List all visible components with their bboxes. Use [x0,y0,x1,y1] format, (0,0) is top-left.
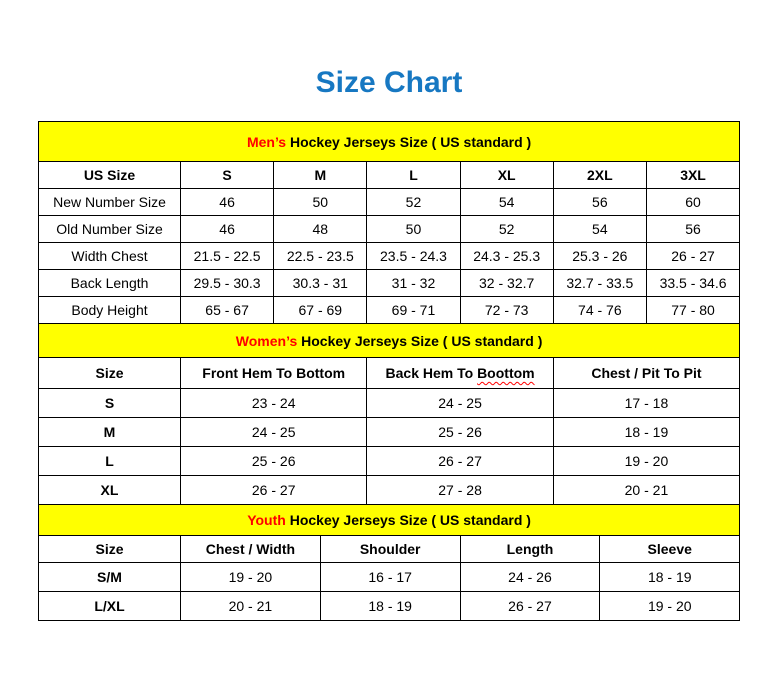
value-cell: 26 - 27 [460,592,600,621]
womens-row-m [39,418,740,447]
mens-header-3xl: 3XL [646,162,739,189]
value-cell: 50 [367,216,460,243]
value-cell: 74 - 76 [553,297,646,324]
value-cell: 54 [460,189,553,216]
mens-header-s: S [181,162,274,189]
size-cell: S/M [39,563,181,592]
youth-header-size: Size [39,536,181,563]
youth-header-row [39,536,740,563]
value-cell: 26 - 27 [181,476,367,505]
size-cell: S [39,389,181,418]
value-cell: 46 [181,189,274,216]
value-cell: 18 - 19 [553,418,739,447]
mens-row-width-chest [39,243,740,270]
youth-header-shoulder: Shoulder [320,536,460,563]
value-cell: 77 - 80 [646,297,739,324]
youth-header-length: Length [460,536,600,563]
youth-banner-text: Hockey Jerseys Size ( US standard ) [285,512,531,528]
misspelled-word: Boottom [477,365,535,381]
size-cell: L/XL [39,592,181,621]
value-cell: 69 - 71 [367,297,460,324]
row-label: Back Length [39,270,181,297]
value-cell: 24 - 25 [181,418,367,447]
womens-row-l [39,447,740,476]
mens-banner-highlight: Men’s [246,133,287,150]
page-title: Size Chart [315,66,463,99]
mens-header-us-size: US Size [39,162,181,189]
value-cell: 24.3 - 25.3 [460,243,553,270]
mens-header-2xl: 2XL [553,162,646,189]
youth-row-lxl [39,592,740,621]
size-cell: XL [39,476,181,505]
mens-header-xl: XL [460,162,553,189]
womens-header-size: Size [39,358,181,389]
mens-row-new-number-size [39,189,740,216]
value-cell: 23 - 24 [181,389,367,418]
value-cell: 25 - 26 [367,418,553,447]
value-cell: 24 - 25 [367,389,553,418]
value-cell: 50 [274,189,367,216]
value-cell: 20 - 21 [553,476,739,505]
value-cell: 16 - 17 [320,563,460,592]
mens-banner-cell [39,122,740,162]
value-cell: 22.5 - 23.5 [274,243,367,270]
size-cell: L [39,447,181,476]
mens-header-m: M [274,162,367,189]
mens-header-l: L [367,162,460,189]
womens-header-row [39,358,740,389]
value-cell: 21.5 - 22.5 [181,243,274,270]
mens-header-row [39,162,740,189]
value-cell: 56 [646,216,739,243]
row-label: Body Height [39,297,181,324]
mens-section-banner [39,122,740,162]
row-label: New Number Size [39,189,181,216]
womens-section-banner [39,324,740,358]
womens-banner-highlight: Women’s [235,332,298,349]
value-cell: 25.3 - 26 [553,243,646,270]
womens-header-chest-pit: Chest / Pit To Pit [553,358,739,389]
value-cell: 56 [553,189,646,216]
value-cell: 18 - 19 [600,563,740,592]
value-cell: 24 - 26 [460,563,600,592]
value-cell: 52 [367,189,460,216]
row-label: Old Number Size [39,216,181,243]
mens-row-body-height [39,297,740,324]
value-cell: 23.5 - 24.3 [367,243,460,270]
value-cell: 26 - 27 [646,243,739,270]
value-cell: 27 - 28 [367,476,553,505]
value-cell: 19 - 20 [181,563,321,592]
value-cell: 29.5 - 30.3 [181,270,274,297]
row-label: Width Chest [39,243,181,270]
mens-row-old-number-size [39,216,740,243]
youth-banner-highlight: Youth [247,512,286,528]
value-cell: 54 [553,216,646,243]
value-cell: 60 [646,189,739,216]
youth-row-sm [39,563,740,592]
womens-banner-cell [39,324,740,358]
youth-header-sleeve: Sleeve [600,536,740,563]
value-cell: 19 - 20 [553,447,739,476]
value-cell: 19 - 20 [600,592,740,621]
youth-header-chest-width: Chest / Width [181,536,321,563]
size-cell: M [39,418,181,447]
value-cell: 32 - 32.7 [460,270,553,297]
womens-row-xl [39,476,740,505]
mens-banner-text: Hockey Jerseys Size ( US standard ) [286,133,532,150]
value-cell: 17 - 18 [553,389,739,418]
value-cell: 20 - 21 [181,592,321,621]
womens-row-s [39,389,740,418]
size-chart-table [38,121,740,621]
value-cell: 30.3 - 31 [274,270,367,297]
value-cell: 48 [274,216,367,243]
youth-banner-cell [39,505,740,536]
womens-banner-text: Hockey Jerseys Size ( US standard ) [297,332,543,349]
value-cell: 25 - 26 [181,447,367,476]
value-cell: 46 [181,216,274,243]
value-cell: 31 - 32 [367,270,460,297]
value-cell: 18 - 19 [320,592,460,621]
value-cell: 33.5 - 34.6 [646,270,739,297]
value-cell: 32.7 - 33.5 [553,270,646,297]
mens-row-back-length [39,270,740,297]
value-cell: 52 [460,216,553,243]
value-cell: 65 - 67 [181,297,274,324]
youth-section-banner [39,505,740,536]
value-cell: 72 - 73 [460,297,553,324]
value-cell: 67 - 69 [274,297,367,324]
womens-header-front-hem: Front Hem To Bottom [181,358,367,389]
value-cell: 26 - 27 [367,447,553,476]
womens-header-back-hem: Back Hem To Boottom [367,358,553,389]
